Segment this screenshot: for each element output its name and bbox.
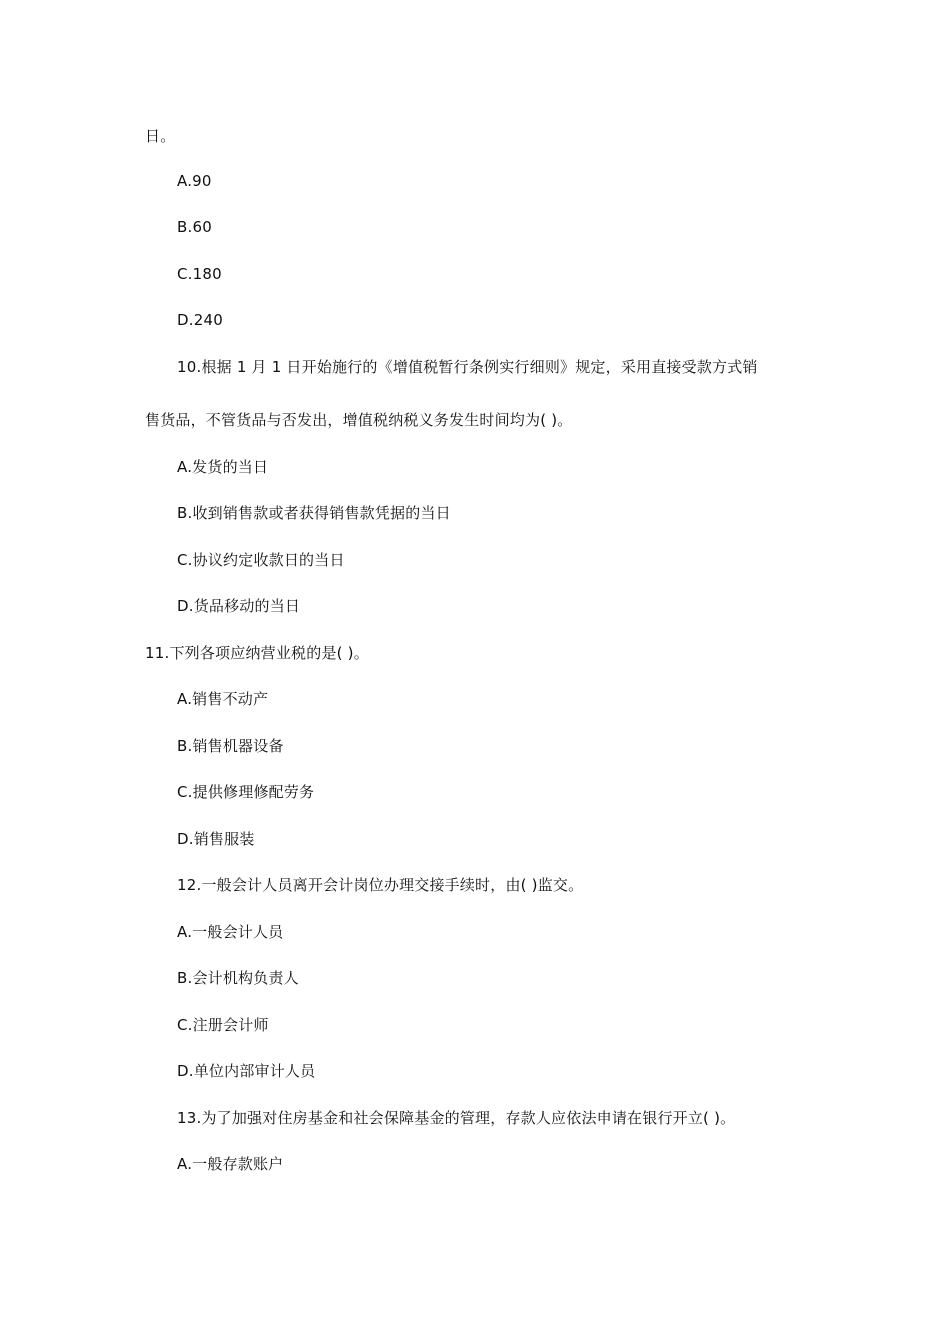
- question-10-stem-line-1: 10.根据 1 月 1 日开始施行的《增值税暂行条例实行细则》规定，采用直接受款方式销: [177, 358, 758, 376]
- question-9-option-d: D.240: [177, 311, 223, 329]
- question-13-option-a: A.一般存款账户: [177, 1155, 284, 1173]
- question-12-option-c: C.注册会计师: [177, 1016, 269, 1034]
- question-9-option-c: C.180: [177, 265, 222, 283]
- question-10-option-b: B.收到销售款或者获得销售款凭据的当日: [177, 504, 451, 522]
- question-10-option-a: A.发货的当日: [177, 458, 269, 476]
- question-9-continuation: 日。: [145, 127, 176, 145]
- question-10-stem-line-2: 售货品，不管货品与否发出，增值税纳税义务发生时间均为( )。: [145, 411, 573, 429]
- question-10-option-d: D.货品移动的当日: [177, 597, 301, 615]
- question-11-option-b: B.销售机器设备: [177, 737, 284, 755]
- question-11-option-c: C.提供修理修配劳务: [177, 783, 315, 801]
- question-13-stem: 13.为了加强对住房基金和社会保障基金的管理，存款人应依法申请在银行开立( )。: [177, 1109, 736, 1127]
- question-12-option-d: D.单位内部审计人员: [177, 1062, 316, 1080]
- question-9-option-b: B.60: [177, 218, 212, 236]
- question-11-stem: 11.下列各项应纳营业税的是( )。: [145, 644, 369, 662]
- question-12-option-a: A.一般会计人员: [177, 923, 284, 941]
- question-9-option-a: A.90: [177, 172, 212, 190]
- question-11-option-d: D.销售服装: [177, 830, 255, 848]
- question-12-option-b: B.会计机构负责人: [177, 969, 299, 987]
- question-10-option-c: C.协议约定收款日的当日: [177, 551, 345, 569]
- question-12-stem: 12.一般会计人员离开会计岗位办理交接手续时，由( )监交。: [177, 876, 584, 894]
- question-11-option-a: A.销售不动产: [177, 690, 269, 708]
